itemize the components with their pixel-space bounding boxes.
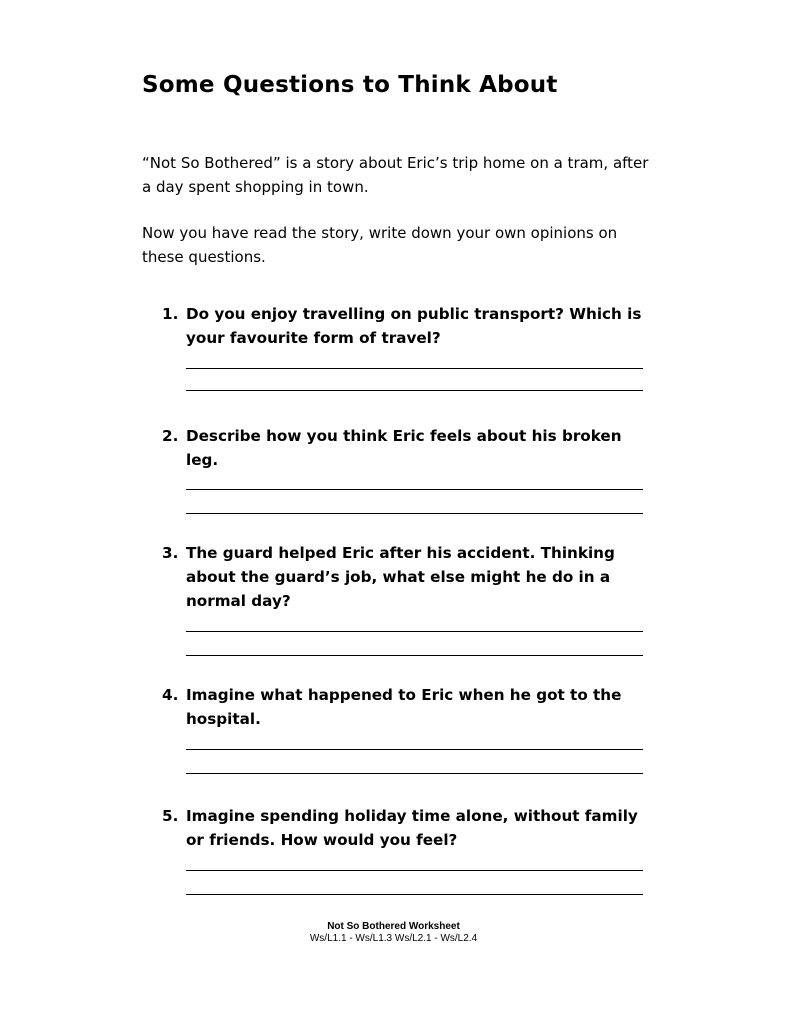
question-number: 1. (162, 305, 179, 323)
answer-line[interactable] (186, 749, 643, 750)
question-2 (162, 424, 652, 472)
intro-paragraph-1: “Not So Bothered” is a story about Eric’s trip home on a tram, after a day spent shopping in town. (142, 154, 649, 196)
answer-line[interactable] (186, 368, 643, 369)
answer-line[interactable] (186, 894, 643, 895)
question-text: Imagine spending holiday time alone, without family or friends. How would you feel? (186, 807, 638, 849)
question-text: Describe how you think Eric feels about his broken leg. (186, 427, 622, 469)
question-5 (162, 804, 652, 852)
question-3 (162, 541, 652, 613)
question-number: 3. (162, 544, 179, 562)
answer-line[interactable] (186, 870, 643, 871)
page-footer (0, 921, 787, 945)
page-title: Some Questions to Think About (142, 72, 558, 98)
question-text: The guard helped Eric after his accident. Thinking about the guard’s job, what else might he do in a normal day? (186, 544, 615, 610)
intro-paragraph-2: Now you have read the story, write down your own opinions on these questions. (142, 224, 618, 266)
question-4 (162, 683, 652, 731)
answer-line[interactable] (186, 631, 643, 632)
answer-line[interactable] (186, 773, 643, 774)
question-1 (162, 302, 652, 350)
question-text: Imagine what happened to Eric when he got to the hospital. (186, 686, 622, 728)
question-number: 2. (162, 427, 179, 445)
answer-line[interactable] (186, 655, 643, 656)
question-number: 5. (162, 807, 179, 825)
footer-title: Not So Bothered Worksheet (327, 921, 460, 932)
answer-line[interactable] (186, 489, 643, 490)
footer-codes: Ws/L1.1 - Ws/L1.3 Ws/L2.1 - Ws/L2.4 (309, 933, 478, 944)
question-text: Do you enjoy travelling on public transport? Which is your favourite form of travel? (186, 305, 642, 347)
answer-line[interactable] (186, 513, 643, 514)
answer-line[interactable] (186, 390, 643, 391)
question-number: 4. (162, 686, 179, 704)
